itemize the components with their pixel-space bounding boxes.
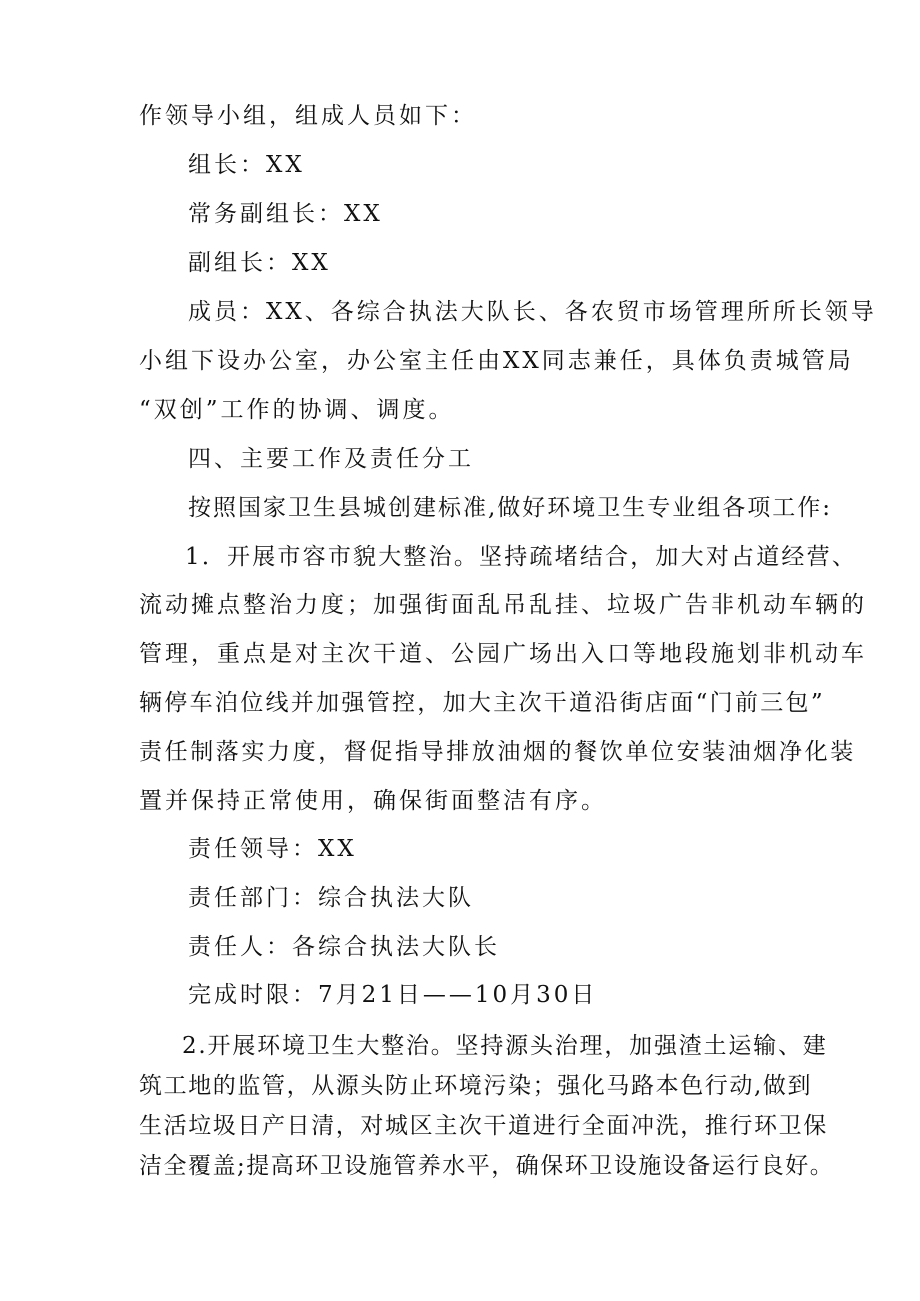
text-line: 辆停车泊位线并加强管控，加大主次干道沿街店面“门前三包” bbox=[139, 690, 825, 716]
text-line: 流动摊点整治力度；加强街面乱吊乱挂、垃圾广告非机动车辆的 bbox=[139, 592, 867, 618]
text-line: 责任领导：XX bbox=[188, 836, 357, 862]
text-line: 置并保持正常使用，确保街面整洁有序。 bbox=[139, 788, 607, 814]
text-line: 组长：XX bbox=[188, 152, 305, 178]
text-line: 常务副组长：XX bbox=[188, 201, 383, 227]
text-line: 责任部门：综合执法大队 bbox=[188, 885, 474, 911]
text-line: 完成时限：7月21日——10月30日 bbox=[188, 982, 598, 1008]
text-line: 1．开展市容市貌大整治。坚持疏堵结合，加大对占道经营、 bbox=[185, 544, 858, 570]
text-line: “双创”工作的协调、调度。 bbox=[139, 397, 455, 423]
text-line: 责任制落实力度，督促指导排放油烟的餐饮单位安装油烟净化装 bbox=[139, 739, 856, 765]
text-line: 小组下设办公室，办公室主任由XX同志兼任，具体负责城管局 bbox=[139, 348, 854, 374]
text-line: 筑工地的监管，从源头防止环境污染；强化马路本色行动,做到 bbox=[139, 1073, 813, 1099]
text-line: 生活垃圾日产日清，对城区主次干道进行全面冲洗，推行环卫保 bbox=[139, 1113, 828, 1139]
text-line: 作领导小组，组成人员如下： bbox=[139, 103, 477, 129]
section-heading: 四、主要工作及责任分工 bbox=[188, 446, 474, 472]
text-line: 2.开展环境卫生大整治。坚持源头治理，加强渣土运输、建 bbox=[182, 1033, 828, 1059]
text-line: 责任人：各综合执法大队长 bbox=[188, 934, 500, 960]
text-line: 按照国家卫生县城创建标准,做好环境卫生专业组各项工作: bbox=[188, 495, 833, 521]
text-line: 洁全覆盖;提高环卫设施管养水平，确保环卫设施设备运行良好。 bbox=[139, 1153, 835, 1179]
text-line: 副组长：XX bbox=[188, 250, 331, 276]
text-line: 管理，重点是对主次干道、公园广场出入口等地段施划非机动车 bbox=[139, 641, 867, 667]
text-line: 成员：XX、各综合执法大队长、各农贸市场管理所所长领导 bbox=[188, 299, 877, 325]
